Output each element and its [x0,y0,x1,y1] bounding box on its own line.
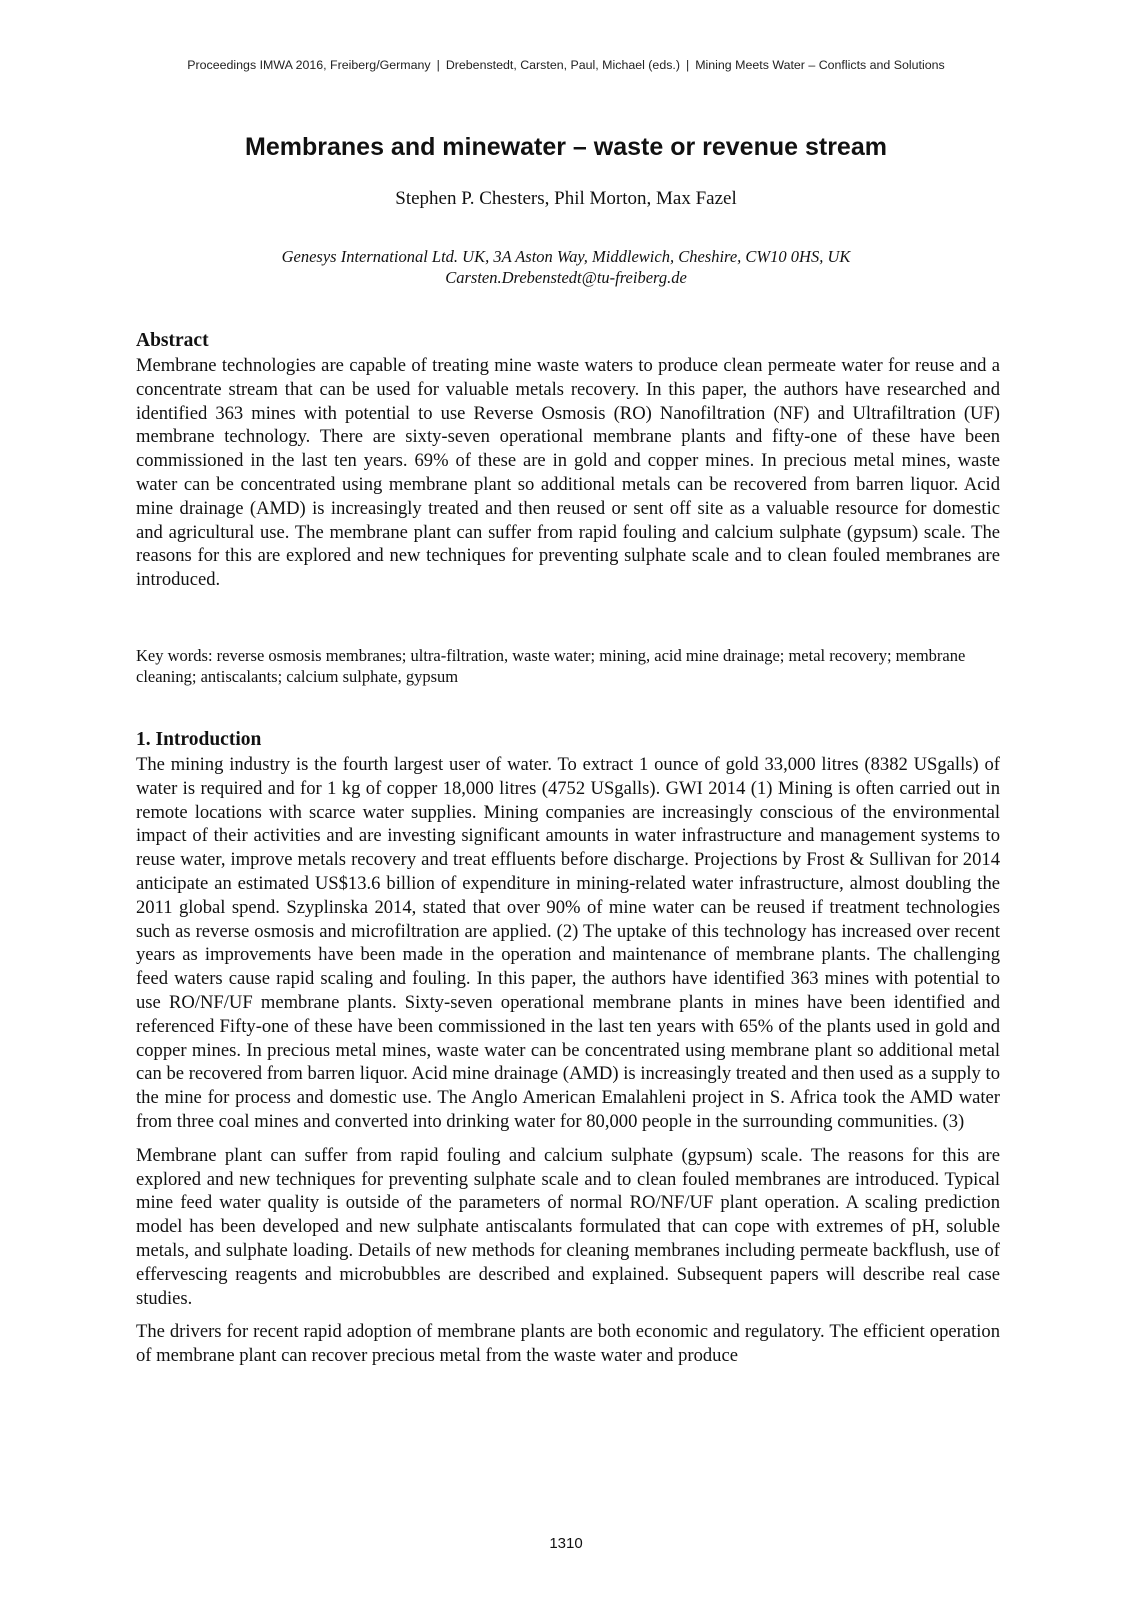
running-header [0,58,1132,72]
introduction-paragraph-3: The drivers for recent rapid adoption of membrane plants are both economic and regulatory. The efficient operation of membrane plant can recover precious metal from the waste water and produce [136,1321,1000,1367]
keywords-text: Key words: reverse osmosis membranes; ultra-filtration, waste water; mining, acid mine drainage; metal recovery; membrane cleaning; antiscalants; calcium sulphate, gypsum [136,646,966,686]
header-editors: Drebenstedt, Carsten, Paul, Michael (eds.) [445,58,680,72]
header-separator: | [685,58,690,72]
keywords-section [136,645,1000,687]
abstract-section [136,330,1000,592]
paper-affiliation-block [0,246,1132,288]
page-number: 1310 [549,1535,583,1552]
header-conference-theme: Mining Meets Water – Conflicts and Solutions [695,58,945,72]
header-separator: | [436,58,440,72]
introduction-paragraph-2: Membrane plant can suffer from rapid fouling and calcium sulphate (gypsum) scale. The reasons for this are explored and new techniques for preventing sulphate scale and to clean fouled membranes are introduced. Typical mine feed water quality is outside of the parameters of normal RO/NF/UF plant operation. A scaling prediction model has been developed and new sulphate antiscalants formulated that can cope with extremes of pH, soluble metals, and sulphate loading. Details of new methods for cleaning membranes including permeate backflush, use of effervescing reagents and microbubbles are described and explained. Subsequent papers will describe real case studies. [136,1144,1000,1309]
paper-authors: Stephen P. Chesters, Phil Morton, Max Fazel [395,188,737,209]
header-proceedings: Proceedings IMWA 2016, Freiberg/Germany [187,58,431,72]
contact-email: Carsten.Drebenstedt@tu-freiberg.de [445,268,687,287]
abstract-text: Membrane technologies are capable of treating mine waste waters to produce clean permeate water for reuse and a concentrate stream that can be used for valuable metals recovery. In this paper, the authors have researched and identified 363 mines with potential to use Reverse Osmosis (RO) Nanofiltration (NF) and Ultrafiltration (UF) membrane technology. There are sixty-seven operational membrane plants and fifty-one of these have been commissioned in the last ten years. 69% of these are in gold and copper mines. In precious metal mines, waste water can be concentrated using membrane plant so additional metals can be recovered from barren liquor. Acid mine drainage (AMD) is increasingly treated and then reused or sent off site as a valuable resource for domestic and agricultural use. The membrane plant can suffer from rapid fouling and calcium sulphate (gypsum) scale. The reasons for this are explored and new techniques for preventing sulphate scale and to clean fouled membranes are introduced. [136,355,1000,591]
affiliation-address: Genesys International Ltd. UK, 3A Aston Way, Middlewich, Cheshire, CW10 0HS, UK [281,247,851,266]
introduction-section [136,729,1000,1368]
introduction-heading: 1. Introduction [136,729,262,750]
abstract-heading: Abstract [136,330,209,351]
paper-title: Membranes and minewater – waste or revenue stream [245,133,887,161]
introduction-paragraph-1: The mining industry is the fourth largest user of water. To extract 1 ounce of gold 33,000 litres (8382 USgalls) of water is required and for 1 kg of copper 18,000 litres (4752 USgalls). GWI 2014 (1) Mining is often carried out in remote locations with scarce water supplies. Mining companies are increasingly conscious of the environmental impact of their activities and are investing significant amounts in water infrastructure and management systems to reuse water, improve metals recovery and treat effluents before discharge. Projections by Frost & Sullivan for 2014 anticipate an estimated US$13.6 billion of expenditure in mining-related water infrastructure, almost doubling the 2011 global spend. Szyplinska 2014, stated that over 90% of mine water can be reused if treatment technologies such as reverse osmosis and microfiltration are applied. (2) The uptake of this technology has increased over recent years as improvements have been made in the operation and maintenance of membrane plants. The challenging feed waters cause rapid scaling and fouling. In this paper, the authors have identified 363 mines with potential to use RO/NF/UF membrane plants. Sixty-seven operational membrane plants in mines have been identified and referenced Fifty-one of these have been commissioned in the last ten years with 65% of the plants used in gold and copper mines. In precious metal mines, waste water can be concentrated using membrane plant so additional metal can be recovered from barren liquor. Acid mine drainage (AMD) is increasingly treated and then used as a supply to the mine for process and domestic use. The Anglo American Emalahleni project in S. Africa took the AMD water from three coal mines and converted into drinking water for 80,000 people in the surrounding communities. (3) [136,754,1000,1132]
